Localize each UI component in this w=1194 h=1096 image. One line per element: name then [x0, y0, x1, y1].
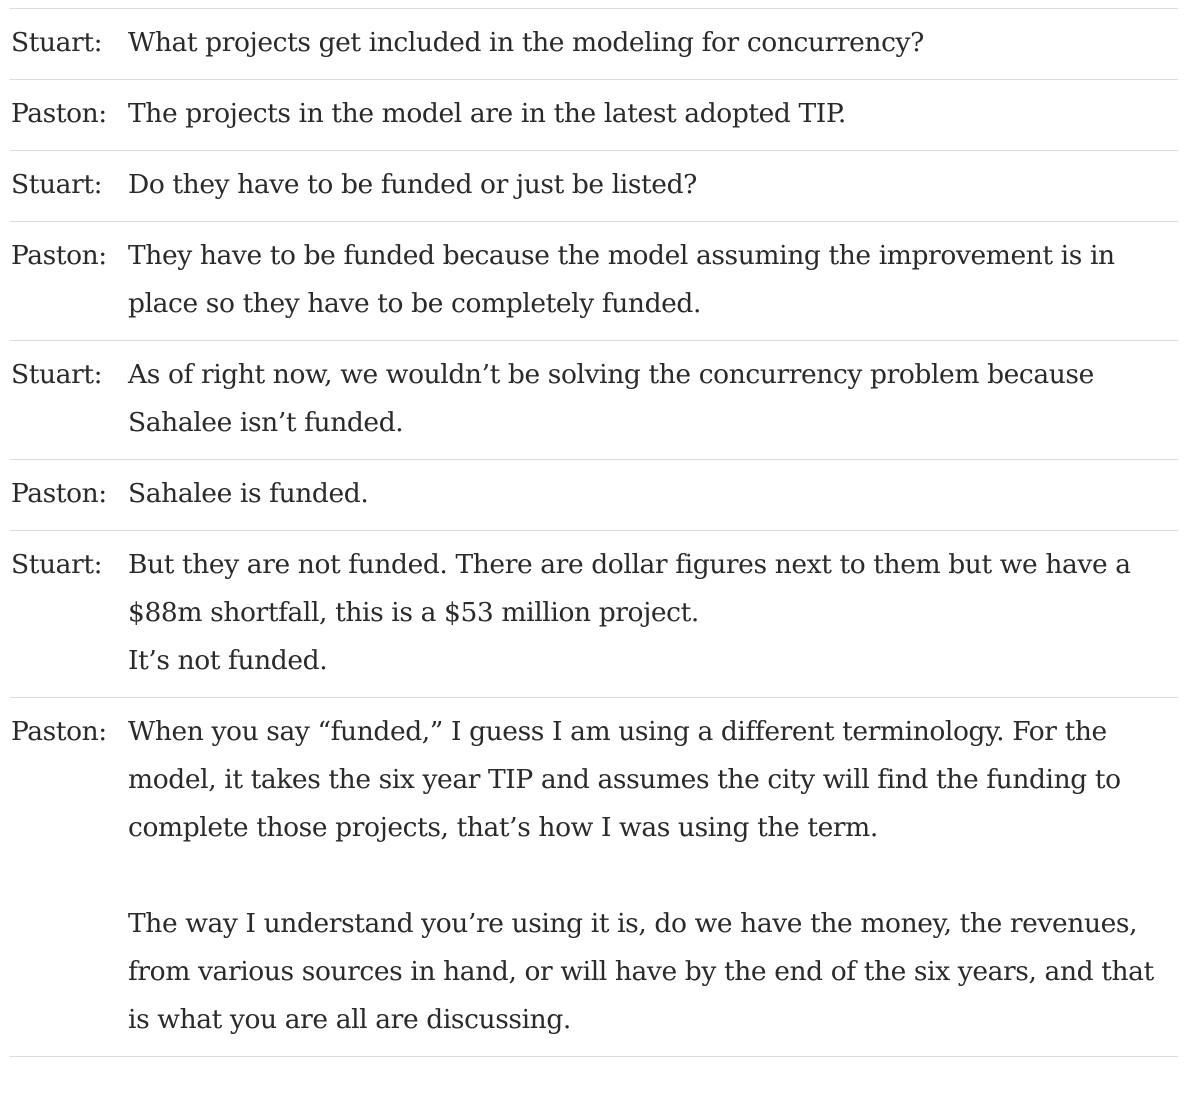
- transcript-row: [10, 530, 1178, 697]
- speech-text: [128, 351, 1178, 447]
- speech-text: [128, 232, 1178, 328]
- transcript-row: [10, 79, 1178, 150]
- speech-paragraph: The way I understand you’re using it is, do we have the money, the revenues, from various sources in hand, or will have by the end of the six years, and that is what you are all are discussing.: [128, 908, 1154, 1035]
- speech-text: [128, 708, 1178, 1044]
- speech-paragraph: Sahalee is funded.: [128, 478, 369, 509]
- speaker-label: Stuart:: [11, 359, 103, 390]
- speaker-label: Paston:: [11, 716, 107, 747]
- transcript: [10, 0, 1178, 1057]
- speaker-label: Stuart:: [11, 27, 103, 58]
- speaker-label: Stuart:: [11, 169, 103, 200]
- speech-paragraph: But they are not funded. There are dollar figures next to them but we have a $88m shortfall, this is a $53 million project.: [128, 549, 1131, 628]
- speaker-label: Paston:: [11, 478, 107, 509]
- speaker-label: Paston:: [11, 98, 107, 129]
- speech-text: [128, 470, 1178, 518]
- speech-paragraph: The projects in the model are in the latest adopted TIP.: [128, 98, 846, 129]
- transcript-row: [10, 150, 1178, 221]
- transcript-row: [10, 340, 1178, 459]
- speech-text: [128, 161, 1178, 209]
- transcript-row: [10, 459, 1178, 530]
- speaker-label: Paston:: [11, 240, 107, 271]
- speech-paragraph: What projects get included in the modeling for concurrency?: [128, 27, 924, 58]
- transcript-row: [10, 8, 1178, 79]
- transcript-row: [10, 697, 1178, 1057]
- speech-paragraph: When you say “funded,” I guess I am using a different terminology. For the model, it takes the six year TIP and assumes the city will find the funding to complete those projects, that’s how I was using the term.: [128, 716, 1121, 843]
- speech-paragraph: Do they have to be funded or just be listed?: [128, 169, 697, 200]
- speech-text: [128, 19, 1178, 67]
- speech-paragraph: As of right now, we wouldn’t be solving the concurrency problem because Sahalee isn’t funded.: [128, 359, 1094, 438]
- speech-paragraph: They have to be funded because the model assuming the improvement is in place so they have to be completely funded.: [128, 240, 1115, 319]
- speaker-label: Stuart:: [11, 549, 103, 580]
- speech-text: [128, 541, 1178, 685]
- speech-paragraph: It’s not funded.: [128, 645, 328, 676]
- speech-text: [128, 90, 1178, 138]
- transcript-row: [10, 221, 1178, 340]
